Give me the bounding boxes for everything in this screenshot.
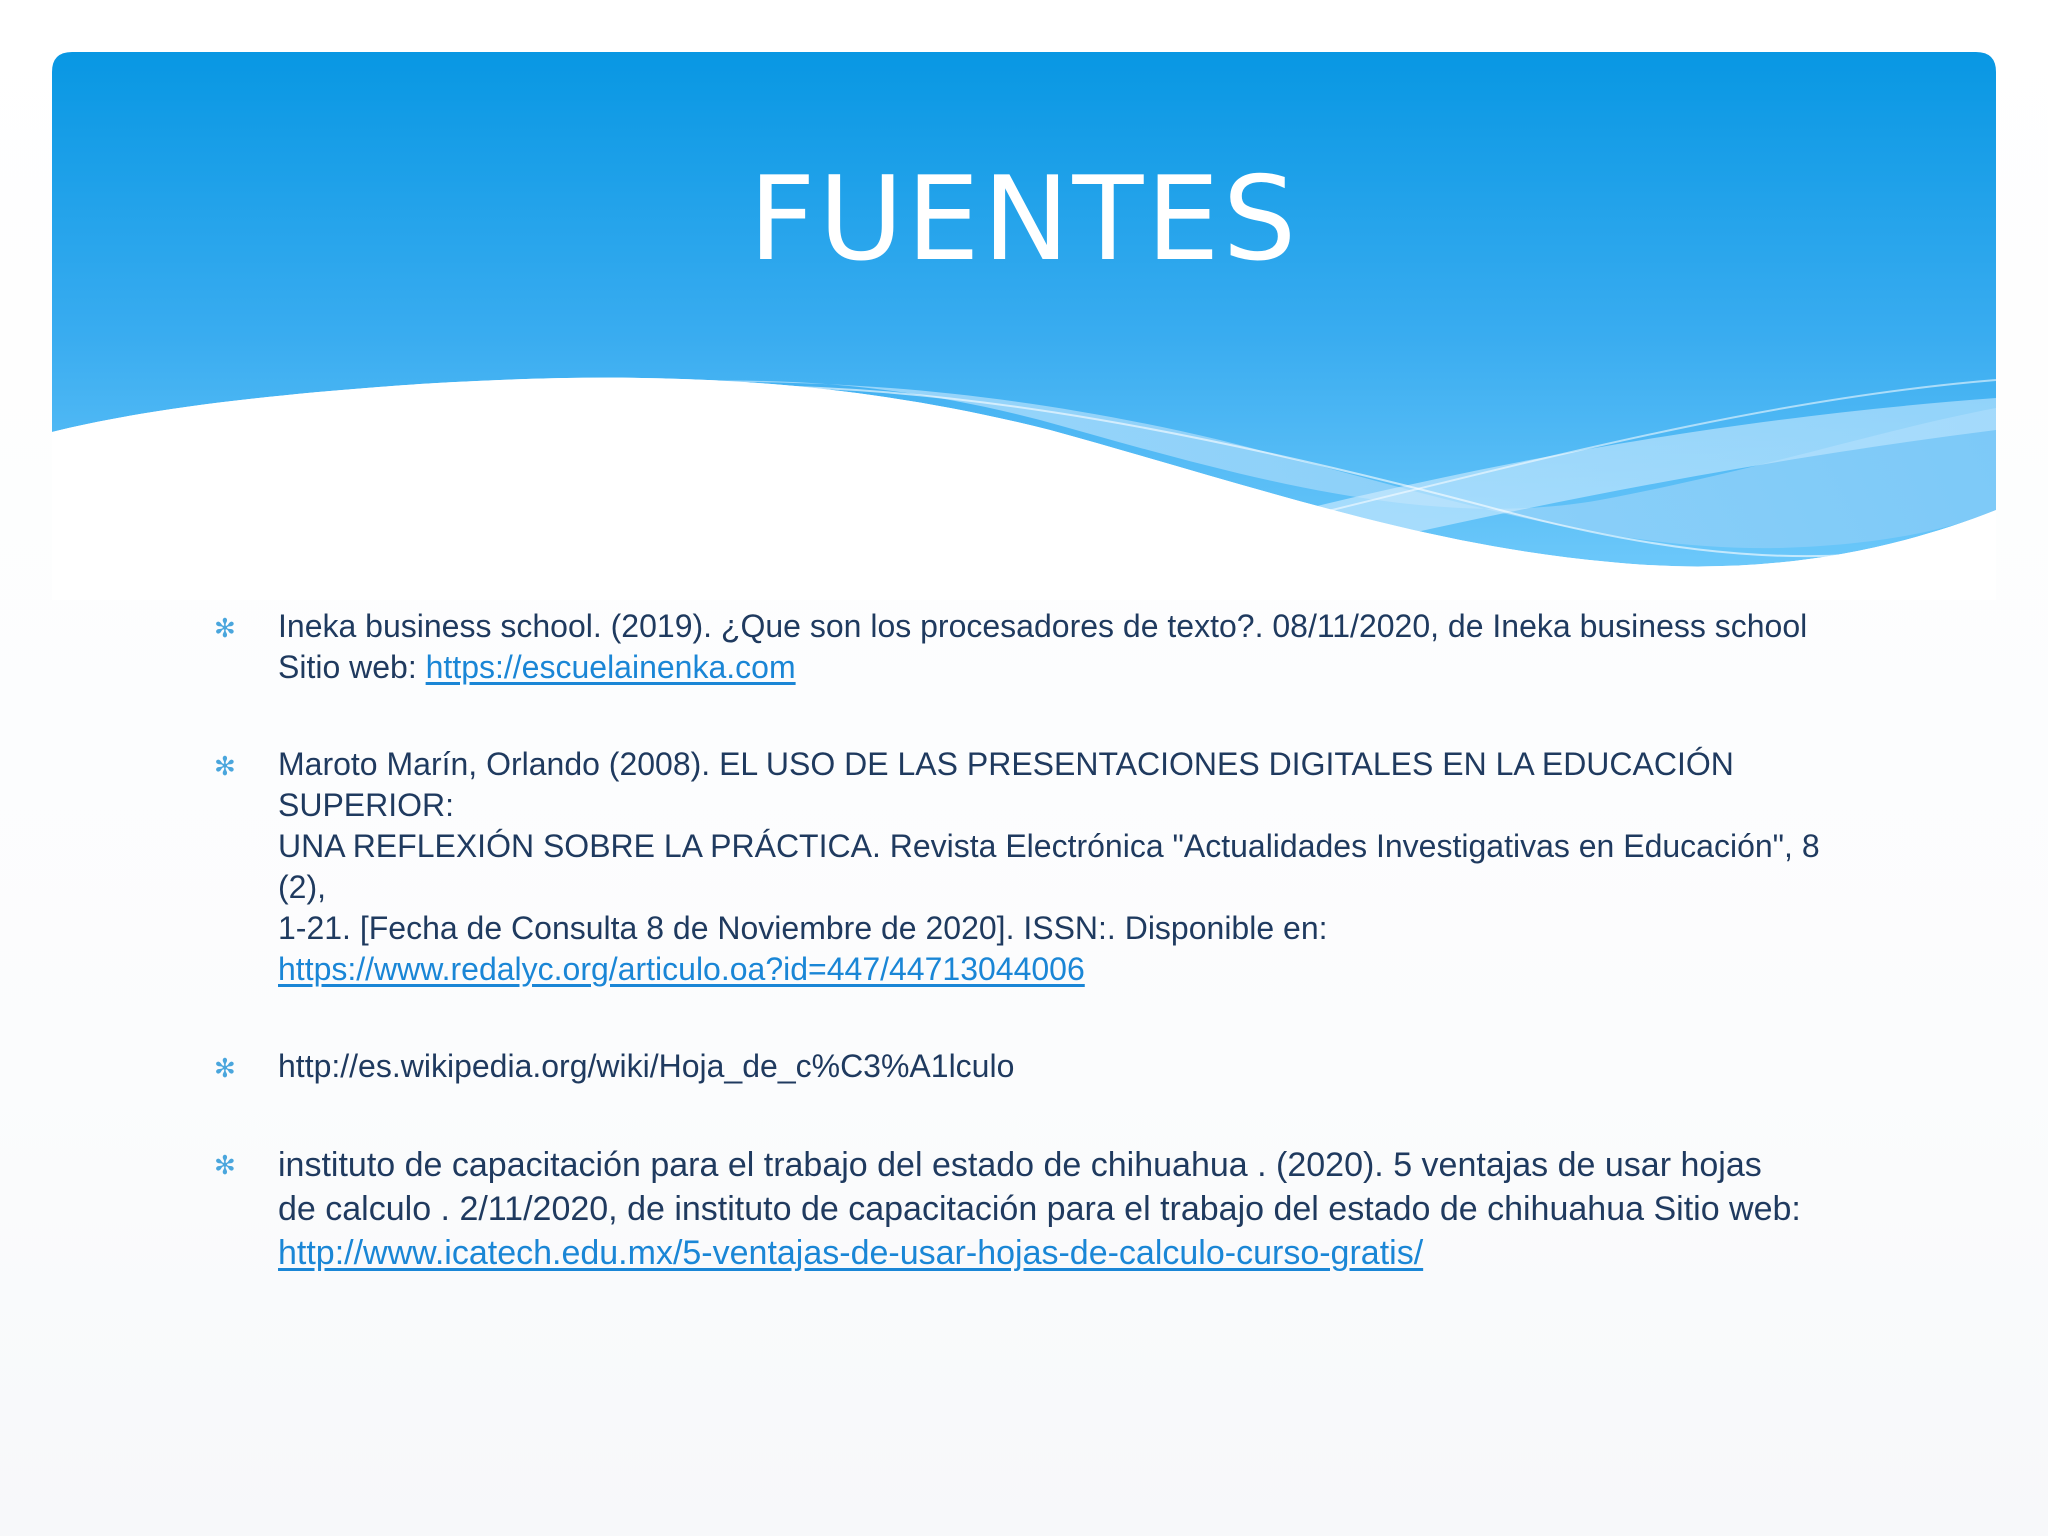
source-item-ineka	[208, 606, 1848, 688]
source-text-line: 1-21. [Fecha de Consulta 8 de Noviembre de 2020]. ISSN:. Disponible en:	[278, 910, 1328, 946]
source-text-line: UNA REFLEXIÓN SOBRE LA PRÁCTICA. Revista Electrónica "Actualidades Investigativas en Educación", 8 (2),	[278, 828, 1820, 905]
source-item-wikipedia	[208, 1046, 1848, 1087]
sources-list	[208, 606, 1848, 1275]
header-wave-background	[0, 0, 2048, 600]
source-prefix: Sitio web:	[278, 649, 426, 685]
slide-title: FUENTES	[748, 152, 1300, 287]
source-item-redalyc	[208, 744, 1848, 990]
source-text-line: Maroto Marín, Orlando (2008). EL USO DE LAS PRESENTACIONES DIGITALES EN LA EDUCACIÓN SUPERIOR:	[278, 746, 1734, 823]
asterisk-bullet-icon: ✻	[214, 613, 236, 643]
asterisk-bullet-icon: ✻	[214, 1053, 236, 1083]
source-text-line: Ineka business school. (2019). ¿Que son los procesadores de texto?. 08/11/2020, de Ineka business school	[278, 608, 1808, 644]
source-text-line	[278, 949, 1848, 990]
source-item-icatech	[208, 1143, 1848, 1275]
source-text-line: de calculo . 2/11/2020, de instituto de capacitación para el trabajo del estado de chihuahua Sitio web:	[278, 1190, 1801, 1228]
source-link-ineka[interactable]: https://escuelainenka.com	[425, 649, 796, 685]
source-text-line: instituto de capacitación para el trabajo del estado de chihuahua . (2020). 5 ventajas de usar hojas	[278, 1146, 1762, 1184]
source-text-line: http://es.wikipedia.org/wiki/Hoja_de_c%C3%A1lculo	[278, 1048, 1015, 1084]
source-link-icatech[interactable]: http://www.icatech.edu.mx/5-ventajas-de-usar-hojas-de-calculo-curso-gratis/	[278, 1234, 1424, 1272]
source-text-line	[278, 647, 1848, 688]
asterisk-bullet-icon: ✻	[214, 751, 236, 781]
asterisk-bullet-icon: ✻	[214, 1150, 236, 1180]
source-link-redalyc[interactable]: https://www.redalyc.org/articulo.oa?id=447/44713044006	[278, 951, 1085, 987]
source-text-line	[278, 1231, 1848, 1275]
